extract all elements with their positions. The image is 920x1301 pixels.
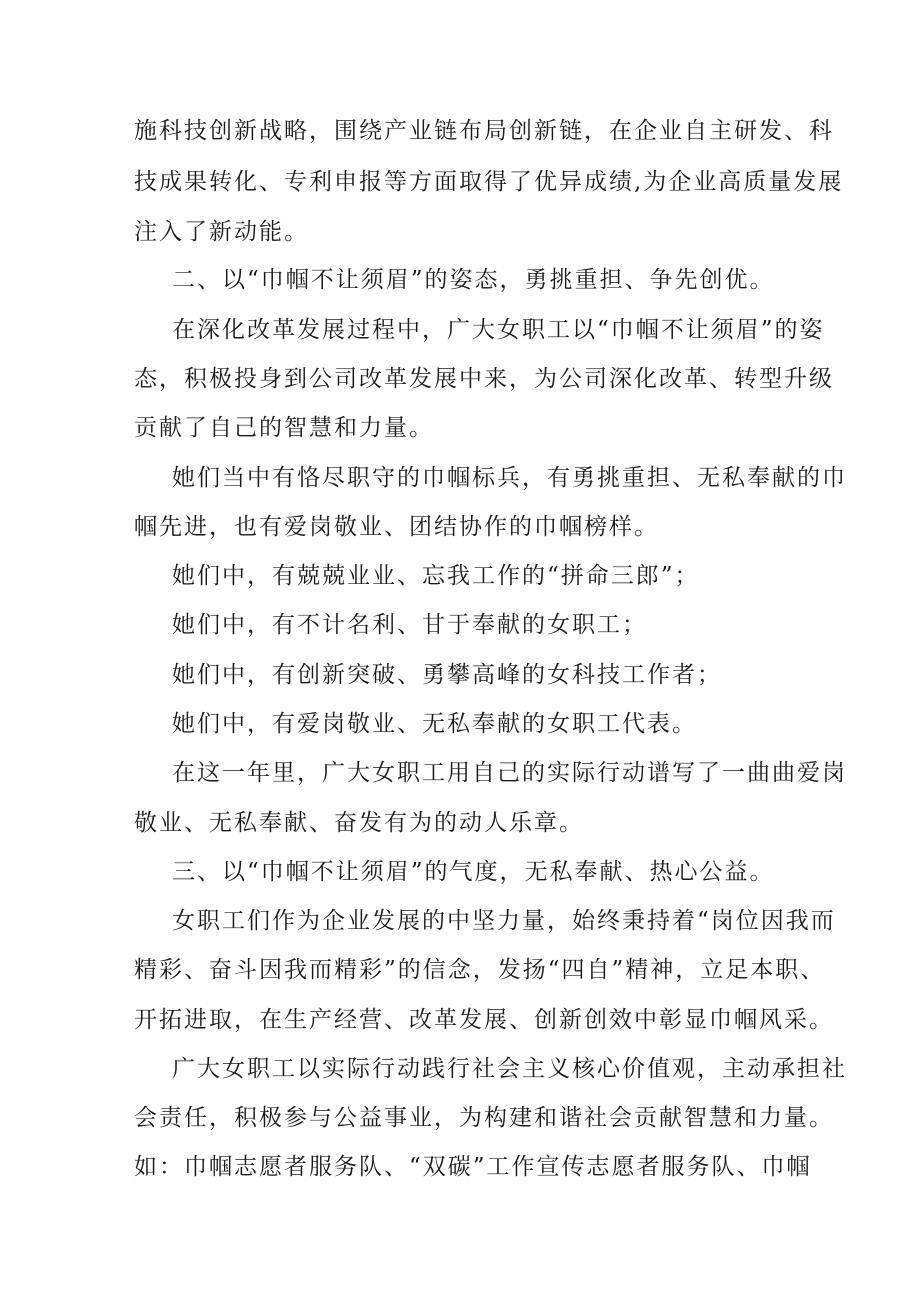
text-line: 她们中，有兢兢业业、忘我工作的“拼命三郎”； — [172, 563, 700, 589]
text-line: 如：巾帼志愿者服务队、“双碳”工作宣传志愿者服务队、巾帼 — [134, 1154, 812, 1180]
text-line: 敬业、无私奉献、奋发有为的动人乐章。 — [134, 810, 584, 836]
text-line: 广大女职工以实际行动践行社会主义核心价值观，主动承担社 — [172, 1056, 847, 1082]
text-line: 精彩、奋斗因我而精彩”的信念，发扬“四自”精神，立足本职、 — [134, 957, 826, 983]
text-line: 态，积极投身到公司改革发展中来，为公司深化改革、转型升级 — [134, 366, 834, 392]
text-line: 注入了新动能。 — [134, 219, 309, 245]
text-line: 女职工们作为企业发展的中坚力量，始终秉持着“岗位因我而 — [172, 908, 836, 934]
text-line: 贡献了自己的智慧和力量。 — [134, 415, 434, 441]
text-line: 在深化改革发展过程中，广大女职工以“巾帼不让须眉”的姿 — [172, 317, 825, 343]
section-heading: 二、以“巾帼不让须眉”的姿态，勇挑重担、争先创优。 — [172, 267, 775, 293]
text-line: 开拓进取，在生产经营、改革发展、创新创效中彰显巾帼风采。 — [134, 1007, 834, 1033]
text-line: 她们中，有创新突破、勇攀高峰的女科技工作者； — [172, 662, 722, 688]
text-line: 帼先进，也有爱岗敬业、团结协作的巾帼榜样。 — [134, 514, 659, 540]
text-line: 施科技创新战略，围绕产业链布局创新链，在企业自主研发、科 — [134, 118, 834, 144]
text-line: 技成果转化、专利申报等方面取得了优异成绩,为企业高质量发展 — [134, 169, 844, 195]
text-line: 会责任，积极参与公益事业，为构建和谐社会贡献智慧和力量。 — [134, 1105, 834, 1131]
section-heading: 三、以“巾帼不让须眉”的气度，无私奉献、热心公益。 — [172, 859, 775, 885]
text-line: 在这一年里，广大女职工用自己的实际行动谱写了一曲曲爱岗 — [172, 760, 847, 786]
text-line: 她们当中有恪尽职守的巾帼标兵，有勇挑重担、无私奉献的巾 — [172, 465, 847, 491]
text-line: 她们中，有爱岗敬业、无私奉献的女职工代表。 — [172, 711, 697, 737]
text-line: 她们中，有不计名利、甘于奉献的女职工； — [172, 612, 647, 638]
